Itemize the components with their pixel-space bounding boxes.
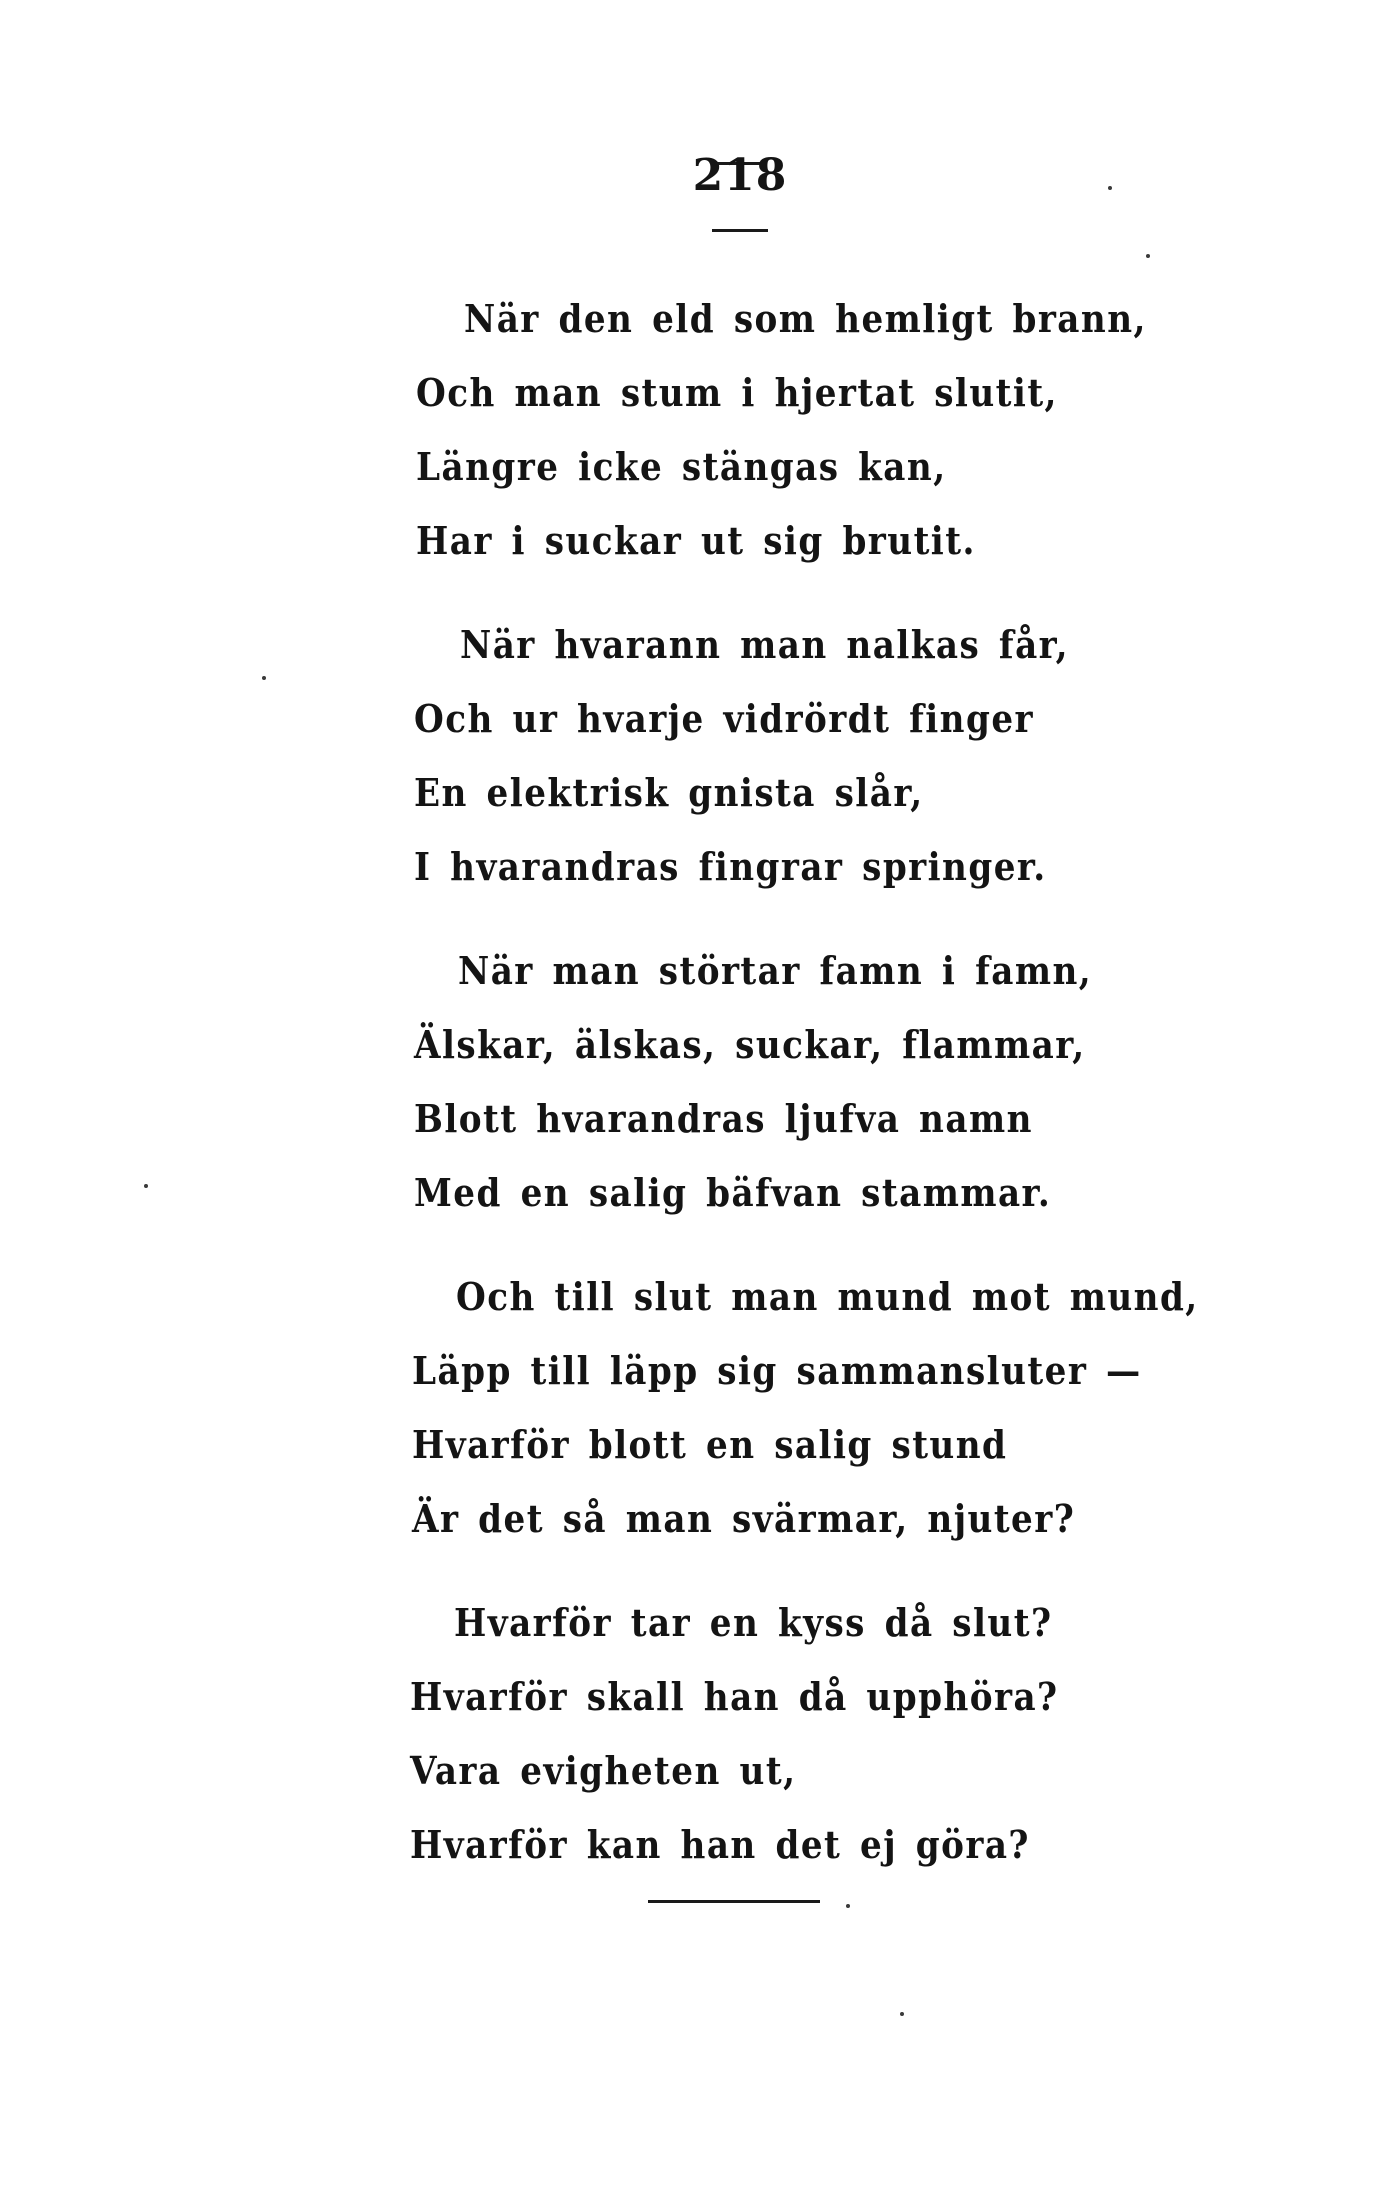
stanza-1-line-4: Har i suckar ut sig brutit. xyxy=(416,518,976,563)
stanza-5-line-1: Hvarför tar en kyss då slut? xyxy=(454,1600,1053,1645)
stanza-3-line-2: Älskar, älskas, suckar, flammar, xyxy=(414,1022,1086,1067)
stanza-2-line-1: När hvarann man nalkas får, xyxy=(460,622,1070,667)
scan-speck xyxy=(262,676,266,680)
stanza-5-line-2: Hvarför skall han då upphöra? xyxy=(410,1674,1059,1719)
scan-speck xyxy=(144,1184,148,1188)
stanza-1-line-3: Längre icke stängas kan, xyxy=(416,444,947,489)
stanza-4-line-1: Och till slut man mund mot mund, xyxy=(456,1274,1199,1319)
stanza-3-line-3: Blott hvarandras ljufva namn xyxy=(414,1096,1033,1141)
scan-speck xyxy=(900,2012,904,2016)
scan-speck xyxy=(846,1904,850,1908)
scan-speck xyxy=(1146,254,1150,258)
stanza-5-line-3: Vara evigheten ut, xyxy=(410,1748,797,1793)
page-number: 218 xyxy=(692,150,788,201)
closing-rule xyxy=(648,1900,820,1903)
stanza-1-line-1: När den eld som hemligt brann, xyxy=(464,296,1147,341)
stanza-2-line-4: I hvarandras fingrar springer. xyxy=(414,844,1047,889)
stanza-2-line-3: En elektrisk gnista slår, xyxy=(414,770,924,815)
stanza-3-line-4: Med en salig bäfvan stammar. xyxy=(414,1170,1052,1215)
scan-speck xyxy=(1108,186,1112,190)
stanza-1-line-2: Och man stum i hjertat slutit, xyxy=(416,370,1058,415)
stanza-4-line-2: Läpp till läpp sig sammansluter — xyxy=(412,1348,1142,1393)
stanza-4-line-3: Hvarför blott en salig stund xyxy=(412,1422,1008,1467)
stanza-5-line-4: Hvarför kan han det ej göra? xyxy=(410,1822,1030,1867)
page-number-underline xyxy=(712,229,768,232)
stanza-2-line-2: Och ur hvarje vidrördt finger xyxy=(414,696,1035,741)
stanza-4-line-4: Är det så man svärmar, njuter? xyxy=(412,1496,1076,1541)
stanza-3-line-1: När man störtar famn i famn, xyxy=(458,948,1093,993)
